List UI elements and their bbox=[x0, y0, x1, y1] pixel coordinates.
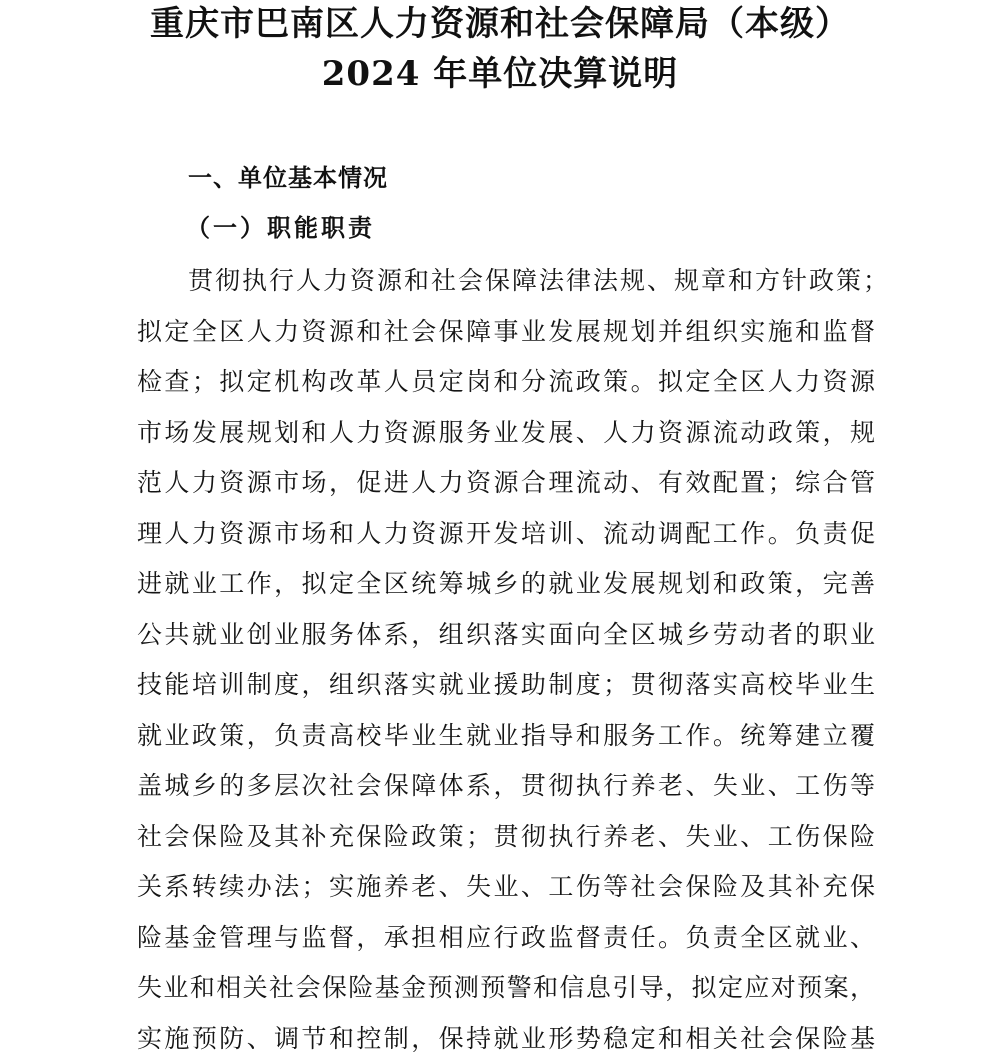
paragraph-line: 范人力资源市场，促进人力资源合理流动、有效配置；综合管 bbox=[137, 468, 875, 497]
paragraph-line: 实施预防、调节和控制，保持就业形势稳定和相关社会保险基 bbox=[137, 1023, 875, 1052]
paragraph-line: 市场发展规划和人力资源服务业发展、人力资源流动政策，规 bbox=[137, 417, 875, 447]
paragraph-line: 进就业工作，拟定全区统筹城乡的就业发展规划和政策，完善 bbox=[137, 569, 875, 598]
paragraph-line: 理人力资源市场和人力资源开发培训、流动调配工作。负责促 bbox=[137, 518, 875, 548]
paragraph-line: 检查；拟定机构改革人员定岗和分流政策。拟定全区人力资源 bbox=[137, 367, 875, 396]
paragraph-line: 拟定全区人力资源和社会保障事业发展规划并组织实施和监督 bbox=[137, 316, 875, 346]
subsection-heading: （一）职能职责 bbox=[186, 213, 375, 242]
paragraph-line: 关系转续办法；实施养老、失业、工伤等社会保险及其补充保 bbox=[137, 872, 875, 901]
document-title-line-2: 2024 年单位决算说明 bbox=[321, 54, 679, 94]
paragraph-line: 就业政策，负责高校毕业生就业指导和服务工作。统筹建立覆 bbox=[137, 720, 875, 750]
paragraph-line: 技能培训制度，组织落实就业援助制度；贯彻落实高校毕业生 bbox=[137, 670, 875, 699]
paragraph-line: 社会保险及其补充保险政策；贯彻执行养老、失业、工伤保险 bbox=[137, 821, 875, 851]
document-title-line-1: 重庆市巴南区人力资源和社会保障局（本级） bbox=[150, 4, 850, 44]
paragraph-line: 盖城乡的多层次社会保障体系，贯彻执行养老、失业、工伤等 bbox=[137, 771, 875, 800]
paragraph-line: 险基金管理与监督，承担相应行政监督责任。负责全区就业、 bbox=[137, 922, 875, 952]
body-paragraph bbox=[0, 256, 1000, 1052]
paragraph-line: 失业和相关社会保险基金预测预警和信息引导，拟定应对预案， bbox=[137, 973, 875, 1002]
paragraph-line: 贯彻执行人力资源和社会保障法律法规、规章和方针政策； bbox=[188, 266, 888, 295]
paragraph-line: 公共就业创业服务体系，组织落实面向全区城乡劳动者的职业 bbox=[137, 619, 875, 649]
section-heading: 一、单位基本情况 bbox=[188, 164, 388, 192]
